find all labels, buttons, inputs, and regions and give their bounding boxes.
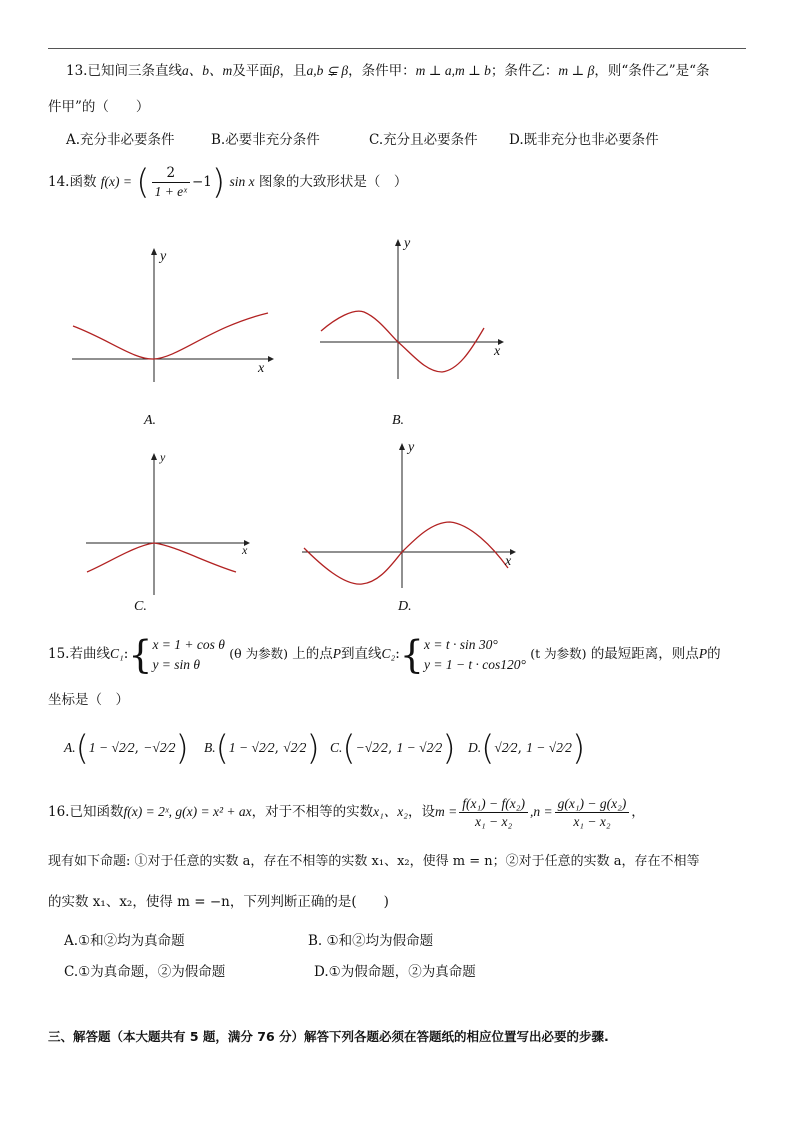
graph-d-x-label: x [505, 554, 512, 569]
q16-option-a: A.①和②均为真命题 [64, 933, 185, 949]
graph-c [84, 450, 256, 596]
q16-line3: 的实数 x₁、x₂，使得 m = −n，下列判断正确的是( ) [48, 894, 389, 910]
q16-option-d: D.①为假命题，②为真命题 [314, 964, 476, 980]
q16-option-c: C.①为真命题，②为假命题 [64, 964, 226, 980]
graph-c-caption: C. [134, 599, 147, 614]
graph-d [300, 440, 520, 590]
q13-option-c: C.充分且必要条件 [369, 132, 478, 148]
q14-stem: 14.函数 f(x) = ( $\frac{2}{\text{1 + eˣ}}$ −1) sin x 图象的大致形状是（ ） [48, 162, 408, 203]
q15-option-a: A.(1 − √2⁄2, −√2⁄2) [64, 728, 189, 769]
graph-d-y-label: y [408, 440, 415, 455]
curve-d [304, 522, 508, 584]
graph-b-x-label: x [494, 344, 501, 359]
q15-option-d: D.(√2⁄2, 1 − √2⁄2) [468, 728, 586, 769]
q13-line2: 件甲”的（ ） [48, 99, 150, 115]
graph-c-y-label: y [160, 450, 166, 464]
q13-option-b: B.必要非充分条件 [211, 132, 320, 148]
q16-option-b: B. ①和②均为假命题 [308, 933, 434, 949]
graph-b-caption: B. [392, 413, 405, 428]
header-rule [48, 48, 746, 49]
graph-c-x-label: x [242, 543, 248, 557]
graph-d-caption: D. [398, 599, 412, 614]
graph-b-y-label: y [404, 236, 411, 251]
q16-line2: 现有如下命题: ①对于任意的实数 a，存在不相等的实数 x₁、x₂，使得 m = n；②对于任意的实数 a，存在不相等 [48, 854, 700, 869]
q13-line1: 13.已知间三条直线a、b、m及平面β，且a,b ⊊ β，条件甲：m ⊥ a,m ⊥ b；条件乙：m ⊥ β，则“条件乙”是“条 [66, 63, 710, 79]
graph-a-x-label: x [258, 361, 265, 376]
curve-a [73, 313, 268, 359]
graph-a-caption: A. [144, 413, 157, 428]
q15-option-c: C.(−√2⁄2, 1 − √2⁄2) [330, 728, 456, 769]
graph-a-y-label: y [160, 249, 167, 264]
q15-stem: 15.若曲线C₁:{ x = 1 + cos θ y = sin θ (θ 为参数) 上的点P到直线C₂:{ x = t · sin 30° y = 1 − t · cos120° (t 为参数) 的最短距离，则点P的 [48, 632, 721, 677]
q15-option-b: B.(1 − √2⁄2, √2⁄2) [204, 728, 320, 769]
q16-stem: 16.已知函数f(x) = 2ˣ, g(x) = x² + ax，对于不相等的实数x₁、x₂，设m = $\frac{\text{f(x₁) − f(x₂)}}{\text{x₁ − x₂}}$ ,n = $\frac{\text{g(x₁) − g(x₂)}}{\text{x₁ − x₂}}$ ， [48, 796, 645, 829]
q15-line2: 坐标是（ ） [48, 692, 129, 708]
graph-b [318, 236, 508, 384]
q13-option-a: A.充分非必要条件 [66, 132, 175, 148]
section-3-heading: 三、解答题（本大题共有 5 题，满分 76 分）解答下列各题必须在答题纸的相应位置写出必要的步骤. [48, 1029, 609, 1044]
curve-c [87, 543, 236, 572]
q13-option-d: D.既非充分也非必要条件 [509, 132, 659, 148]
graph-a [70, 245, 276, 385]
